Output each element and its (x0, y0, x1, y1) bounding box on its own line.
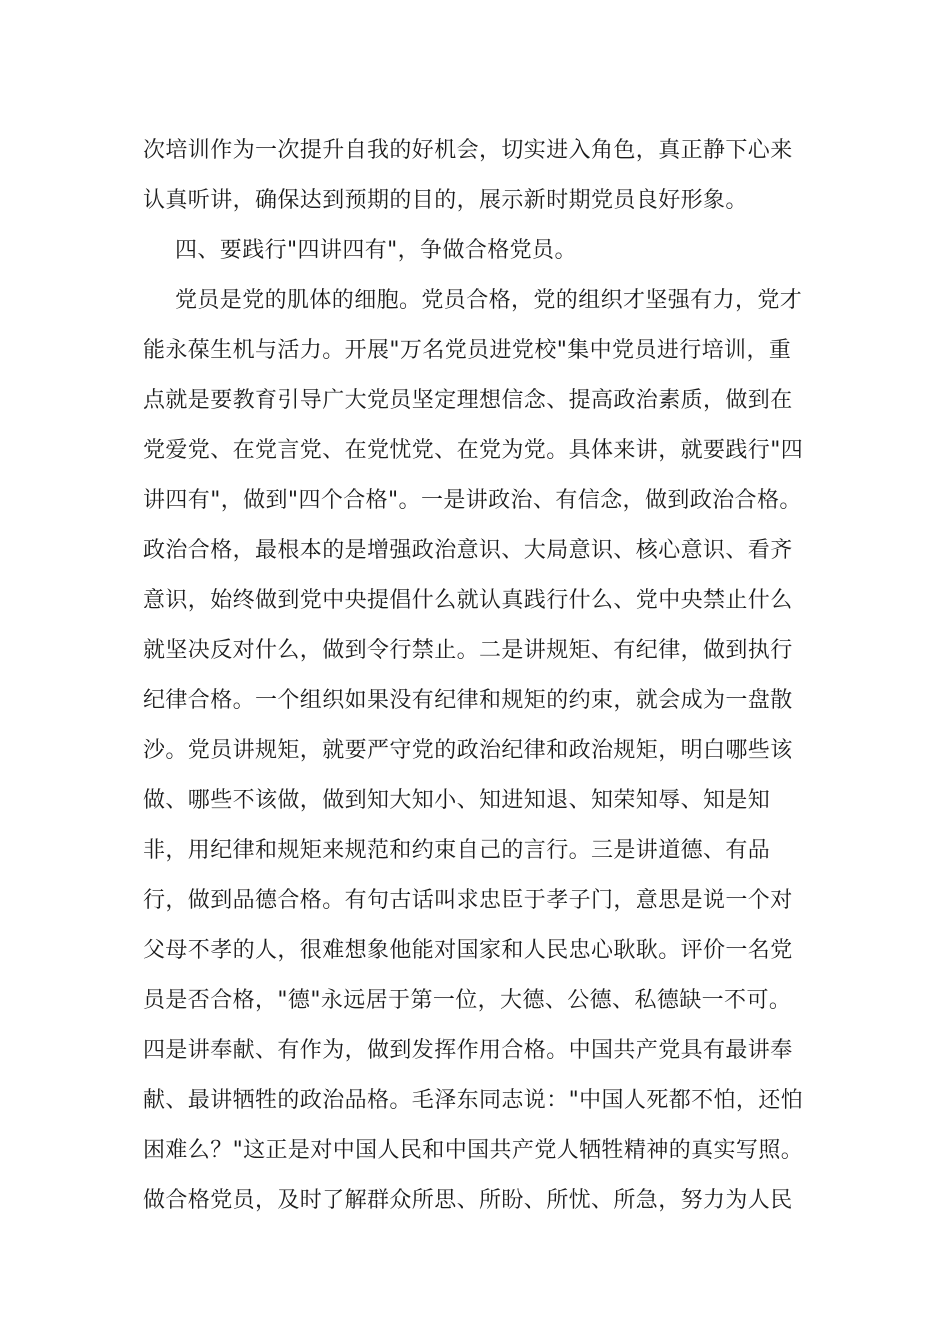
text-line: 做合格党员，及时了解群众所思、所盼、所忧、所急，努力为人民 (143, 1188, 793, 1213)
text-line: 党员是党的肌体的细胞。党员合格，党的组织才坚强有力，党才 (175, 288, 803, 313)
text-line: 政治合格，最根本的是增强政治意识、大局意识、核心意识、看齐 (143, 538, 793, 563)
text-line: 点就是要教育引导广大党员坚定理想信念、提高政治素质，做到在 (143, 388, 793, 413)
text-line: 献、最讲牺牲的政治品格。毛泽东同志说："中国人死都不怕，还怕 (143, 1088, 804, 1113)
text-line: 沙。党员讲规矩，就要严守党的政治纪律和政治规矩，明白哪些该 (143, 738, 793, 763)
section-heading: 四、要践行"四讲四有"，争做合格党员。 (175, 238, 577, 263)
text-line: 纪律合格。一个组织如果没有纪律和规矩的约束，就会成为一盘散 (143, 688, 793, 713)
text-line: 困难么？"这正是对中国人民和中国共产党人牺牲精神的真实写照。 (143, 1138, 804, 1163)
text-line: 做、哪些不该做，做到知大知小、知进知退、知荣知辱、知是知 (143, 788, 771, 813)
text-line: 非，用纪律和规矩来规范和约束自己的言行。三是讲道德、有品 (143, 838, 771, 863)
text-line: 意识，始终做到党中央提倡什么就认真践行什么、党中央禁止什么 (143, 588, 793, 613)
text-line: 次培训作为一次提升自我的好机会，切实进入角色，真正静下心来 (143, 138, 793, 163)
text-line: 员是否合格，"德"永远居于第一位，大德、公德、私德缺一不可。 (143, 988, 792, 1013)
text-line: 党爱党、在党言党、在党忧党、在党为党。具体来讲，就要践行"四 (143, 438, 804, 463)
text-line: 讲四有"，做到"四个合格"。一是讲政治、有信念，做到政治合格。 (143, 488, 802, 513)
text-line: 父母不孝的人，很难想象他能对国家和人民忠心耿耿。评价一名党 (143, 938, 793, 963)
text-line: 能永葆生机与活力。开展"万名党员进党校"集中党员进行培训，重 (143, 338, 792, 363)
text-line: 行，做到品德合格。有句古话叫求忠臣于孝子门，意思是说一个对 (143, 888, 793, 913)
text-line: 认真听讲，确保达到预期的目的，展示新时期党员良好形象。 (143, 188, 748, 213)
document-body (143, 126, 809, 1226)
text-line: 就坚决反对什么，做到令行禁止。二是讲规矩、有纪律，做到执行 (143, 638, 793, 663)
text-line: 四是讲奉献、有作为，做到发挥作用合格。中国共产党具有最讲奉 (143, 1038, 793, 1063)
